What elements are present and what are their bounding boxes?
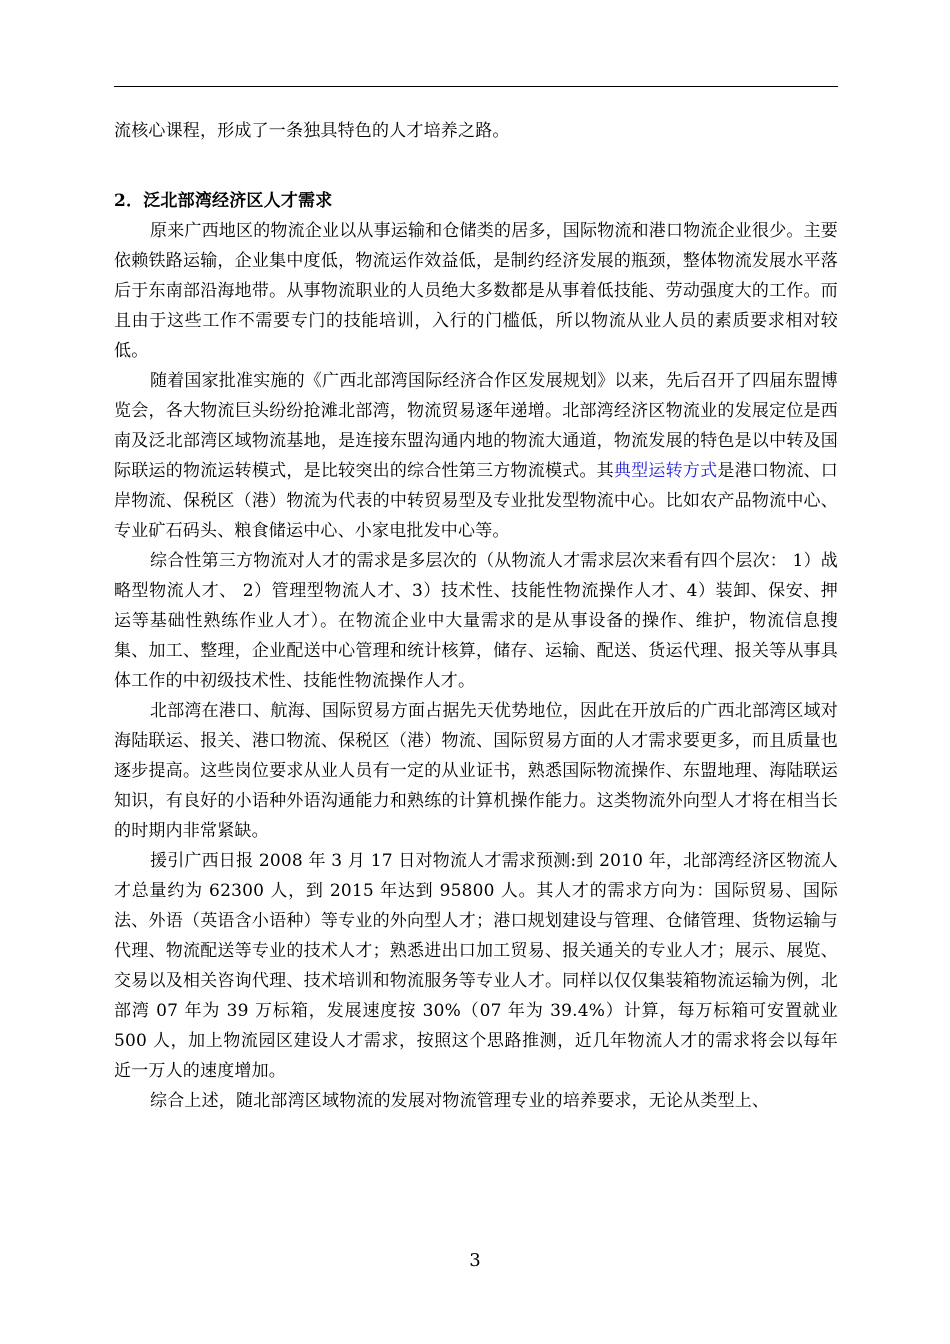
document-body: [114, 116, 838, 1116]
typical-operation-link[interactable]: 典型运转方式: [613, 461, 718, 481]
section-heading: 2．泛北部湾经济区人才需求: [114, 191, 333, 211]
paragraph-6: 综合上述，随北部湾区域物流的发展对物流管理专业的培养要求，无论从类型上、: [150, 1091, 770, 1111]
paragraph-2: [114, 366, 838, 546]
paragraph-5: 援引广西日报 2008 年 3 月 17 日对物流人才需求预测:到 2010 年，北部湾经济区物流人才总量约为 62300 人，到 2015 年达到 95800 人。其人才的需求方向为：国际贸易、国际法、外语（英语含小语种）等专业的外向型人才；港口规划建设与管理、仓储管理、货物运输与代理、物流配送等专业的技术人才；熟悉进出口加工贸易、报关通关的专业人才；展示、展览、交易以及相关咨询代理、技术培训和物流服务等专业人才。同样以仅仅集装箱物流运输为例，北部湾 07 年为 39 万标箱，发展速度按 30%（07 年为 39.4%）计算，每万标箱可安置就业 500 人，加上物流园区建设人才需求，按照这个思路推测，近几年物流人才的需求将会以每年近一万人的速度增加。: [114, 851, 838, 1081]
paragraph-2-text-a: 随着国家批准实施的《广西北部湾国际经济合作区发展规划》以来，先后召开了四届东盟博览会，各大物流巨头纷纷抢滩北部湾，物流贸易逐年递增。北部湾经济区物流业的发展定位是西南及泛北部湾区域物流基地，是连接东盟沟通内地的物流大通道，物流发展的特色是以中转及国际联运的物流运转模式，是比较突出的综合性第三方物流模式。其: [114, 371, 838, 481]
paragraph-4: 北部湾在港口、航海、国际贸易方面占据先天优势地位，因此在开放后的广西北部湾区域对海陆联运、报关、港口物流、保税区（港）物流、国际贸易方面的人才需求要更多，而且质量也逐步提高。这些岗位要求从业人员有一定的从业证书，熟悉国际物流操作、东盟地理、海陆联运知识，有良好的小语种外语沟通能力和熟练的计算机操作能力。这类物流外向型人才将在相当长的时期内非常紧缺。: [114, 701, 838, 841]
paragraph-2-text-b: 是港口物流、口岸物流、保税区（港）物流为代表的中转贸易型及专业批发型物流中心。比如农产品物流中心、专业矿石码头、粮食储运中心、小家电批发中心等。: [114, 461, 838, 541]
paragraph-1: 原来广西地区的物流企业以从事运输和仓储类的居多，国际物流和港口物流企业很少。主要依赖铁路运输，企业集中度低，物流运作效益低，是制约经济发展的瓶颈，整体物流发展水平落后于东南部沿海地带。从事物流职业的人员绝大多数都是从事着低技能、劳动强度大的工作。而且由于这些工作不需要专门的技能培训，入行的门槛低，所以物流从业人员的素质要求相对较低。: [114, 221, 838, 361]
page-number: 3: [469, 1250, 481, 1271]
header-rule: [114, 86, 838, 87]
paragraph-3: 综合性第三方物流对人才的需求是多层次的（从物流人才需求层次来看有四个层次： 1）战略型物流人才、 2）管理型物流人才、3）技术性、技能性物流操作人才、4）装卸、保安、押运等基础性熟练作业人才）。在物流企业中大量需求的是从事设备的操作、维护，物流信息搜集、加工、整理，企业配送中心管理和统计核算，储存、运输、配送、货运代理、报关等从事具体工作的中初级技术性、技能性物流操作人才。: [114, 551, 838, 691]
paragraph-continuation: 流核心课程，形成了一条独具特色的人才培养之路。: [114, 121, 510, 141]
